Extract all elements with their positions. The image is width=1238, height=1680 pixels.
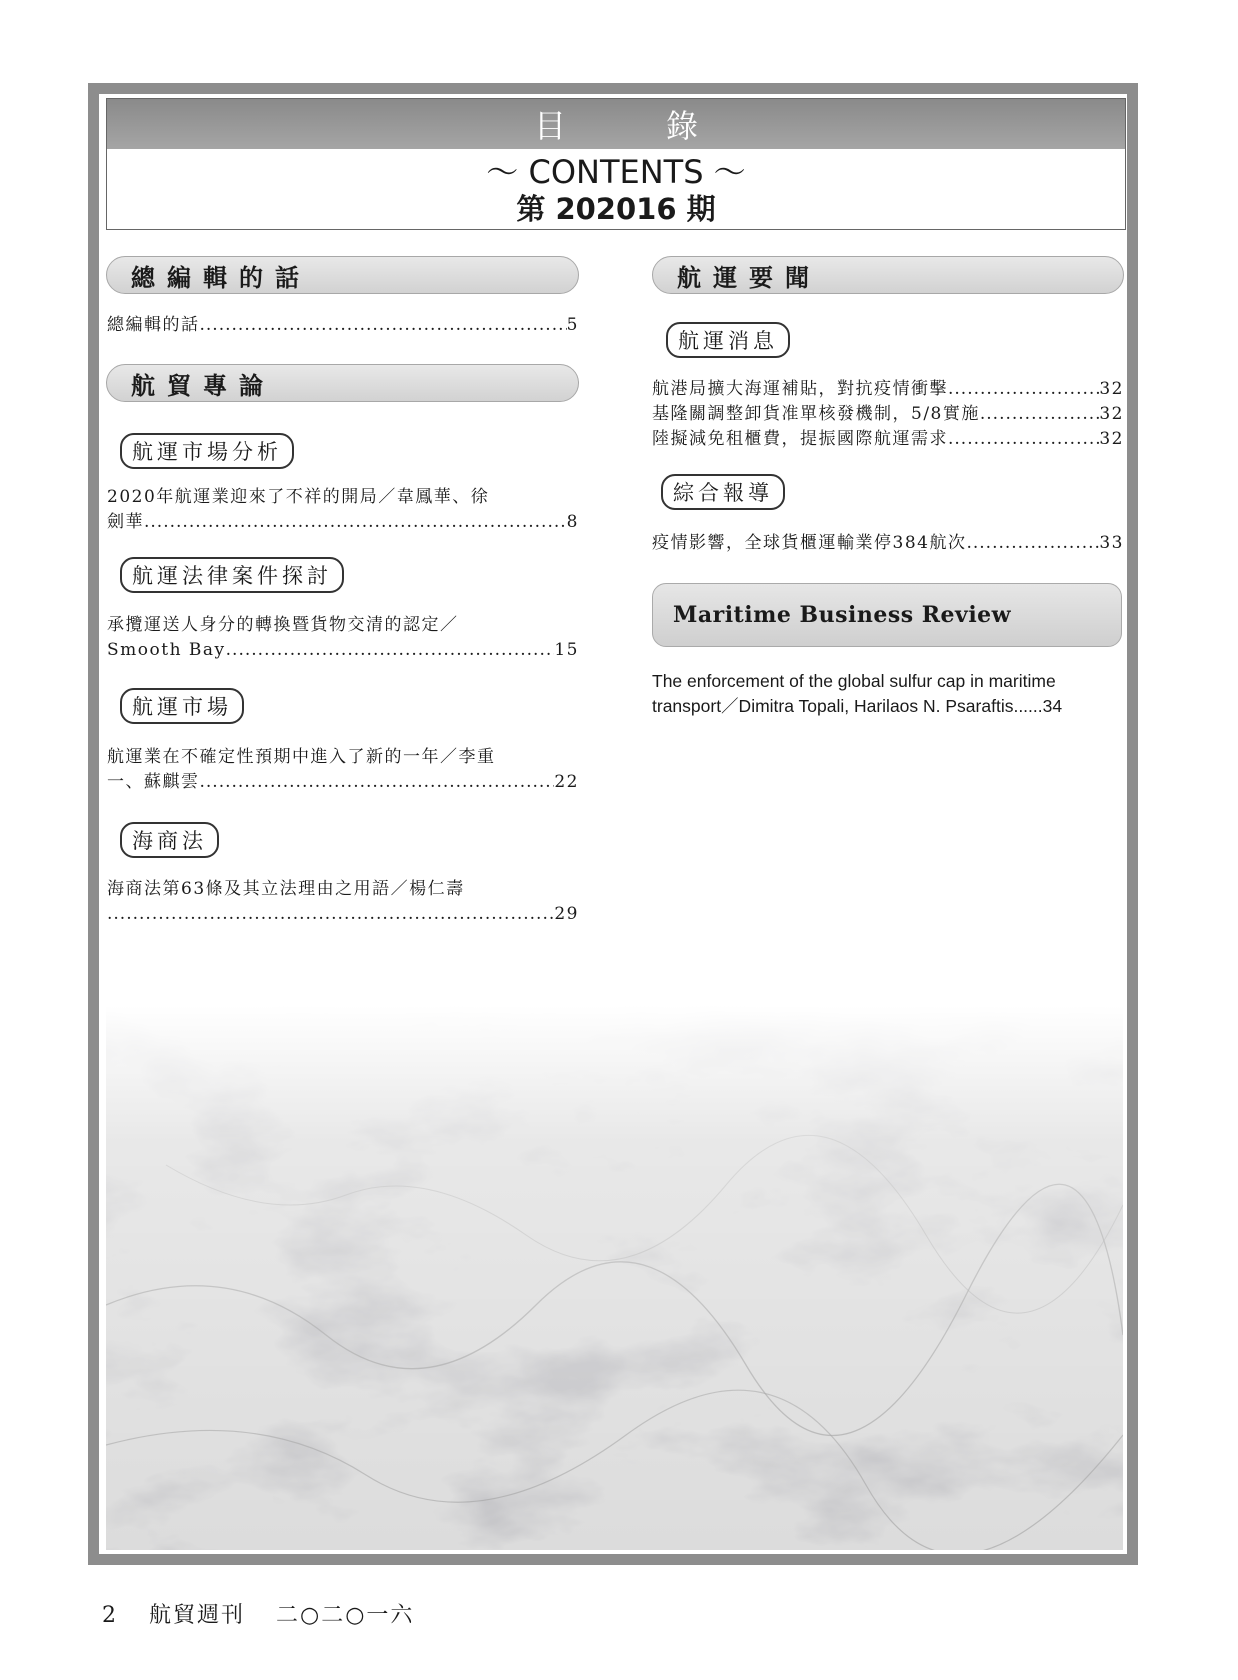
section-shipping-news	[652, 256, 1124, 294]
tag-shipping-law-cases: 航運法律案件探討	[120, 557, 344, 593]
toc-entry-editor-note[interactable]	[107, 313, 579, 338]
footer-issue: 二○二○一六	[276, 1603, 415, 1628]
toc-entry-freight-forwarder[interactable]	[107, 613, 579, 663]
tag-maritime-law: 海商法	[120, 822, 219, 858]
toc-entry-sulfur-cap[interactable]	[652, 669, 1124, 719]
entry-title-line1: 承攬運送人身分的轉換暨貨物交清的認定／	[107, 615, 459, 635]
toc-entry-uncertain-year[interactable]	[107, 745, 579, 795]
entry-title: 總編輯的話	[107, 315, 200, 335]
entry-title-line1: 航運業在不確定性預期中進入了新的一年／李重	[107, 747, 496, 767]
section-title: 航運要聞	[677, 263, 821, 292]
section-maritime-business-review	[652, 583, 1122, 647]
section-editor-note	[106, 256, 579, 294]
tag-general-report: 綜合報導	[661, 474, 785, 510]
entry-title: 基隆關調整卸貨准單核發機制，5/8實施	[652, 404, 980, 424]
tag-shipping-news: 航運消息	[666, 322, 790, 358]
header-title: 目 錄	[107, 99, 1125, 149]
contents-heading: ～ CONTENTS ～	[486, 153, 746, 191]
entry-page: 32	[1099, 429, 1124, 449]
entry-title-line1: 2020年航運業迎來了不祥的開局／韋鳳華、徐	[107, 487, 490, 507]
entry-title: 疫情影響，全球貨櫃運輸業停384航次	[652, 533, 967, 553]
entry-title-line2: Smooth Bay	[107, 640, 226, 660]
toc-entry-keelung-customs[interactable]	[652, 402, 1124, 427]
contents-header	[106, 98, 1126, 230]
publication-name: 航貿週刊	[149, 1603, 246, 1628]
entry-title-line2: 劍華	[107, 512, 144, 532]
entry-page: 22	[554, 772, 579, 792]
entry-title-line1: 海商法第63條及其立法理由之用語／楊仁壽	[107, 879, 465, 899]
toc-entry-container-rent[interactable]	[652, 427, 1124, 452]
entry-page: 32	[1099, 379, 1124, 399]
page-number: 2	[102, 1603, 118, 1628]
toc-entry-2020-shipping[interactable]	[107, 485, 579, 535]
toc-entry-pandemic-sailings[interactable]	[652, 531, 1124, 556]
entry-page: 8	[566, 512, 579, 532]
section-title: Maritime Business Review	[673, 602, 1012, 628]
section-title: 總編輯的話	[131, 263, 311, 292]
entry-title-line2: 一、蘇麒雲	[107, 772, 200, 792]
entry-page: 15	[554, 640, 579, 660]
section-trade-commentary	[106, 364, 579, 402]
entry-page: 5	[566, 315, 579, 335]
entry-page: 33	[1099, 533, 1124, 553]
toc-entry-maritime-law-63[interactable]	[107, 877, 579, 927]
entry-page: 32	[1099, 404, 1124, 424]
issue-number: 第 202016 期	[516, 192, 716, 226]
tag-shipping-market-analysis: 航運市場分析	[120, 433, 294, 469]
section-title: 航貿專論	[131, 371, 275, 400]
tag-shipping-market: 航運市場	[120, 688, 244, 724]
entry-title-line1: The enforcement of the global sulfur cap in maritime	[652, 671, 1056, 691]
marble-background-image	[106, 1005, 1123, 1550]
entry-page: 29	[554, 904, 579, 924]
entry-title-line2: transport／Dimitra Topali, Harilaos N. Psaraftis......34	[652, 696, 1063, 716]
page-footer	[102, 1598, 436, 1629]
toc-entry-port-subsidy[interactable]	[652, 377, 1124, 402]
entry-title: 航港局擴大海運補貼，對抗疫情衝擊	[652, 379, 948, 399]
entry-title: 陸擬減免租櫃費，提振國際航運需求	[652, 429, 948, 449]
